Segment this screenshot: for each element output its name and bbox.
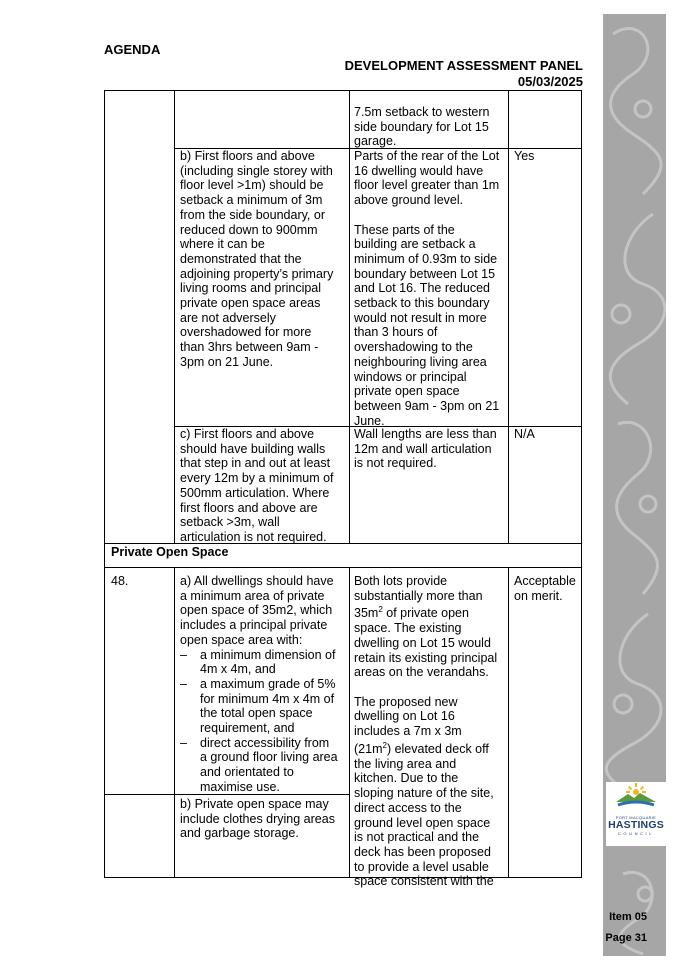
text-line: (including single storey with: [180, 163, 333, 178]
text-line: above ground level.: [354, 193, 464, 208]
text-line: [354, 739, 497, 757]
text-line: from the side boundary, or: [180, 207, 325, 222]
complies-cell-c: N/A: [514, 427, 535, 441]
text-line: minimum of 0.93m to side: [354, 251, 498, 266]
text-line: 16 dwelling would have: [354, 163, 484, 178]
text-line: the living area and: [354, 756, 457, 771]
text-line: every 12m by a minimum of: [180, 471, 334, 486]
text-line: are not adversely: [180, 310, 276, 325]
text-line: a ground floor living area: [200, 750, 338, 765]
list-item: [180, 736, 338, 795]
item-number: Item 05: [609, 911, 647, 923]
text-line: These parts of the: [354, 222, 455, 237]
dash-bullet: –: [180, 647, 187, 662]
complies-cell-48: [514, 574, 576, 603]
text-line: 500mm articulation. Where: [180, 485, 330, 500]
requirement-cell-48a: [180, 574, 338, 795]
text-line: for minimum 4m x 4m of: [200, 691, 335, 706]
text-line: demonstrated that the: [180, 251, 302, 266]
row-divider: [105, 543, 582, 544]
text-line: to provide a level usable: [354, 859, 489, 874]
logo-sub-text: COUNCIL: [617, 831, 655, 836]
text-line: 4m x 4m, and: [200, 662, 276, 677]
complies-cell-b: Yes: [514, 149, 535, 163]
text-line: b) Private open space may: [180, 797, 329, 811]
paragraph-gap: [354, 208, 499, 223]
text-line: and garbage storage.: [180, 826, 299, 841]
column-divider: [174, 91, 175, 544]
text-line: deck has been proposed: [354, 844, 491, 859]
text-line: includes a principal private: [180, 618, 328, 633]
proposed-cell-48: [354, 574, 497, 889]
column-divider: [508, 91, 509, 544]
text-line: would not result in more: [354, 310, 487, 325]
text-line: than 3hrs between 9am -: [180, 340, 319, 355]
text-line: boundary between Lot 15: [354, 266, 496, 281]
text-line: and Lot 16. The reduced: [354, 281, 490, 296]
logo-main-text: HASTINGS: [608, 819, 664, 831]
text-line: dwelling on Lot 15 would: [354, 635, 491, 650]
proposed-cell-b: [354, 149, 499, 428]
text-line: floor level >1m) should be: [180, 178, 324, 193]
text-line: a minimum dimension of: [200, 647, 336, 662]
text-line: areas on the verandahs.: [354, 665, 489, 680]
text-line: [354, 603, 497, 621]
logo-top-text: PORT MACQUARIE: [615, 815, 657, 820]
requirement-cell-48b: [180, 797, 335, 841]
text-fragment: 35m: [354, 606, 379, 621]
text-line: floor level greater than 1m: [354, 178, 500, 193]
text-line: private open space areas: [180, 296, 321, 311]
page-number: Page 31: [605, 932, 647, 944]
row-divider: [105, 567, 582, 568]
column-divider: [349, 567, 350, 878]
text-line: 3pm on 21 June.: [180, 354, 274, 369]
text-line: space. The existing: [354, 621, 462, 636]
text-fragment: ) elevated deck off: [386, 742, 489, 757]
text-line: reduced down to 900mm: [180, 222, 318, 237]
text-line: first floors and above are: [180, 500, 318, 515]
superscript: 2: [382, 740, 387, 750]
agenda-heading: AGENDA: [104, 42, 161, 57]
paragraph-gap: [354, 680, 497, 695]
text-line: neighbouring living area: [354, 354, 487, 369]
section-title: Private Open Space: [111, 545, 229, 559]
text-line: requirement, and: [200, 721, 295, 736]
text-line: kitchen. Due to the: [354, 771, 459, 786]
requirement-cell-c: [180, 427, 334, 545]
text-line: Parts of the rear of the Lot: [354, 149, 500, 163]
text-line: c) First floors and above: [180, 427, 315, 441]
column-divider: [174, 567, 175, 878]
text-line: maximise use.: [200, 779, 280, 794]
text-line: side boundary for Lot 15: [354, 119, 489, 134]
dash-bullet: –: [180, 735, 187, 750]
list-item: [180, 677, 338, 736]
text-line: windows or principal: [354, 369, 467, 384]
text-line: living rooms and principal: [180, 281, 322, 296]
text-line: articulation is not required.: [180, 529, 327, 544]
text-line: open space of 35m2, which: [180, 603, 333, 618]
text-line: The proposed new: [354, 694, 458, 709]
text-line: a minimum area of private: [180, 588, 325, 603]
text-line: dwelling on Lot 16: [354, 709, 455, 724]
meeting-date: 05/03/2025: [517, 74, 583, 89]
text-line: than 3 hours of: [354, 325, 438, 340]
column-divider: [349, 91, 350, 544]
text-line: setback >3m, wall: [180, 515, 280, 530]
dash-bullet: –: [180, 676, 187, 691]
text-line: setback a minimum of 3m: [180, 193, 323, 208]
text-line: the total open space: [200, 706, 313, 721]
text-line: adjoining property’s primary: [180, 266, 334, 281]
text-line: should have building walls: [180, 441, 326, 456]
superscript: 2: [378, 605, 383, 615]
column-divider: [508, 567, 509, 878]
text-line: that step in and out at least: [180, 456, 331, 471]
row-number: 48.: [111, 574, 129, 588]
text-line: ground level open space: [354, 815, 491, 830]
council-logo: [606, 782, 666, 846]
text-fragment: (21m: [354, 742, 383, 757]
text-line: and orientated to: [200, 765, 294, 780]
text-line: include clothes drying areas: [180, 811, 335, 826]
text-line: Both lots provide: [354, 574, 448, 588]
text-line: a) All dwellings should have: [180, 574, 334, 588]
text-line: building are setback a: [354, 237, 476, 252]
text-line: substantially more than: [354, 588, 483, 603]
text-line: where it can be: [180, 237, 265, 252]
assessment-table: [104, 90, 582, 889]
text-line: is not practical and the: [354, 830, 480, 845]
text-line: includes a 7m x 3m: [354, 724, 462, 739]
text-line: Wall lengths are less than: [354, 427, 497, 441]
text-line: setback to this boundary: [354, 296, 490, 311]
text-line: open space area with:: [180, 632, 303, 647]
text-line: direct access to the: [354, 800, 462, 815]
text-fragment: of private open: [382, 606, 469, 621]
proposed-cell-c: [354, 427, 497, 471]
text-line: overshadowed for more: [180, 325, 312, 340]
logo-graphic-icon: [614, 782, 658, 808]
text-line: is not required.: [354, 456, 437, 471]
text-line: sloping nature of the site,: [354, 786, 494, 801]
text-line: June.: [354, 413, 385, 428]
text-line: retain its existing principal: [354, 650, 498, 665]
text-line: private open space: [354, 384, 460, 399]
text-line: a maximum grade of 5%: [200, 676, 336, 691]
text-line: space consistent with the: [354, 874, 494, 889]
text-line: between 9am - 3pm on 21: [354, 398, 500, 413]
proposed-cell-continued: [354, 105, 489, 149]
text-line: Acceptable: [514, 574, 576, 588]
list-item: [180, 648, 338, 677]
panel-heading: DEVELOPMENT ASSESSMENT PANEL: [344, 58, 583, 73]
text-line: overshadowing to the: [354, 340, 473, 355]
text-line: b) First floors and above: [180, 149, 315, 163]
text-line: direct accessibility from: [200, 735, 330, 750]
text-line: 12m and wall articulation: [354, 441, 492, 456]
text-line: 7.5m setback to western: [354, 105, 490, 119]
requirement-cell-b: [180, 149, 333, 370]
text-line: garage.: [354, 134, 397, 149]
text-line: on merit.: [514, 588, 563, 603]
